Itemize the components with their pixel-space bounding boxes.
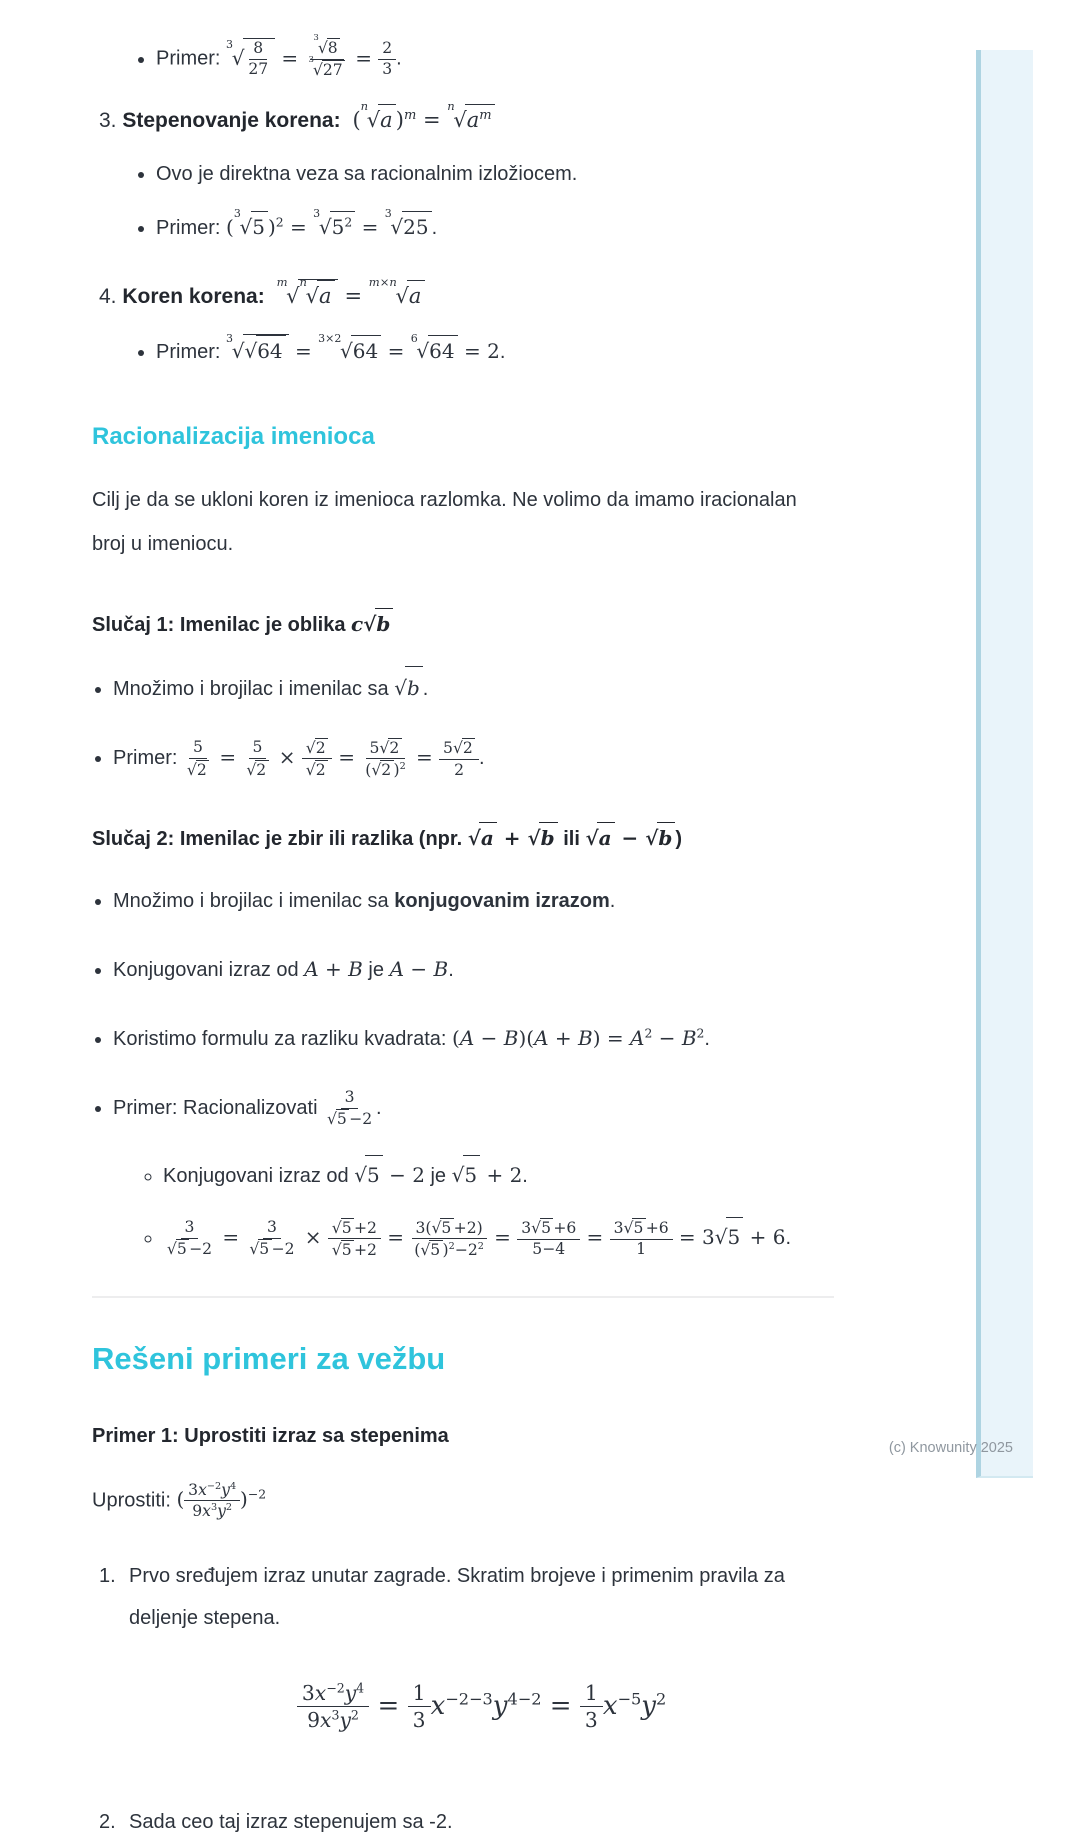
step-2-text: Sada ceo taj izraz stepenujem sa -2. <box>129 1810 453 1833</box>
case1-heading: Slučaj 1: Imenilac je oblika c√b <box>92 608 834 640</box>
list-item: • Konjugovani izraz od A + B je A − B. <box>113 948 834 991</box>
list-item-primer-cube-root-fraction: • Primer: $^3$√ $\frac{8}{27}$ = $\frac{^3√8}{^3√27}$ = $\frac{2}{3}$ . <box>156 38 834 80</box>
task-line: Uprostiti: ( $\frac{3x^{-2}y^4}{9x^3y^2}$ )$^{-2}$ <box>92 1480 267 1520</box>
case2-heading: Slučaj 2: Imenilac je zbir ili razlika (npr. √a + √b ili √a − √b ) <box>92 822 834 854</box>
case2-sub-bullet-list <box>113 1155 834 1260</box>
step-number: 2. <box>99 1810 116 1833</box>
solution-steps <box>92 1555 834 1843</box>
list-item: • Primer: $\frac{5}{√2}$ = $\frac{5}{√2}$ × $\frac{√2}{√2}$ = $\frac{5√2}{(√2 )^2}$ = $\frac{5√2}{2}$ . <box>113 736 834 780</box>
rule-heading <box>99 274 834 313</box>
rule-number: 4. <box>99 284 117 308</box>
rule-bullet-list <box>92 331 834 367</box>
case2-bullet-list <box>92 880 834 1260</box>
rule-3-stepenovanje-korena <box>92 99 834 243</box>
rule-number: 3. <box>99 109 117 133</box>
rule-bullet-list <box>92 159 834 243</box>
step-text <box>129 1801 834 1843</box>
section-divider <box>92 1296 834 1298</box>
content-column <box>92 14 834 1843</box>
step-number: 1. <box>99 1564 116 1587</box>
list-item: • Ovo je direktna veza sa racionalnim izložiocem. <box>156 159 834 189</box>
list-item: • Primer: $^3$√√64 = $^{3\times 2}$√64 = $^6$√64 = 2. <box>156 334 834 367</box>
sub-list-item: ◦ Konjugovani izraz od √5 − 2 je √5 + 2. <box>163 1155 834 1195</box>
rule-heading <box>99 99 834 137</box>
intro-paragraph: Cilj je da se ukloni koren iz imenioca razlomka. Ne volimo da imamo iracionalan broj u imeniocu. <box>92 489 797 556</box>
sub-list-item: ◦ $\frac{3}{√5 -2}$ = $\frac{3}{√5 -2}$ × $\frac{√5 +2}{√5 +2}$ = $\frac{3(√5 +2)}{(√5 )^2-2^2}$ = $\frac{3√5 +6}{5-4}$ = $\frac{3√5 +6}{1}$ = 3√5 + 6. <box>163 1217 834 1260</box>
right-page-stripe <box>976 50 1033 1478</box>
example1-title: Primer 1: Uprostiti izraz sa stepenima <box>92 1424 449 1447</box>
top-bullet-list <box>92 32 834 80</box>
case1-bullet-list <box>92 666 834 780</box>
step-1 <box>92 1555 834 1787</box>
rule-title: Koren korena: <box>122 284 265 308</box>
math-expression: $^m$√$^n$√a = $^{m\times n}$√a <box>277 284 425 308</box>
section-heading-racionalizacija: Racionalizacija imenioca <box>92 423 375 451</box>
list-item: • Primer: ($^3$√5 )$^2 = ^3√5^2 = ^3√25$ . <box>156 211 834 243</box>
list-item: • Množimo i brojilac i imenilac sa √b . <box>113 666 834 710</box>
rule-title: Stepenovanje korena: <box>122 109 341 133</box>
step-1-text: Prvo sređujem izraz unutar zagrade. Skratim brojeve i primenim pravila za deljenje stepena. <box>129 1564 785 1629</box>
display-math-expression: $\frac{3x^{-2}y^4}{9x^3y^2}$ = $\frac{1}{3}$ $x^{-2-3}y^{4-2}$ = $\frac{1}{3}$ $x^{-5}y^2$ <box>129 1681 834 1733</box>
list-item: • Množimo i brojilac i imenilac sa konjugovanim izrazom. <box>113 880 834 922</box>
step-2 <box>92 1801 834 1843</box>
list-item: • Koristimo formulu za razliku kvadrata: $(A - B)(A + B) = A^2 - B^2$. <box>113 1017 834 1060</box>
copyright-footer: (c) Knowunity 2025 <box>888 1440 1013 1456</box>
step-text <box>129 1555 834 1787</box>
section-heading-reseni-primeri: Rešeni primeri za vežbu <box>92 1340 446 1376</box>
list-item: • Primer: Racionalizovati $\frac{3}{√5 -2}$ . <box>113 1086 834 1129</box>
rule-4-koren-korena <box>92 274 834 368</box>
math-expression: ($^n$√a )$^m = ^n√a^m$ <box>352 108 494 132</box>
